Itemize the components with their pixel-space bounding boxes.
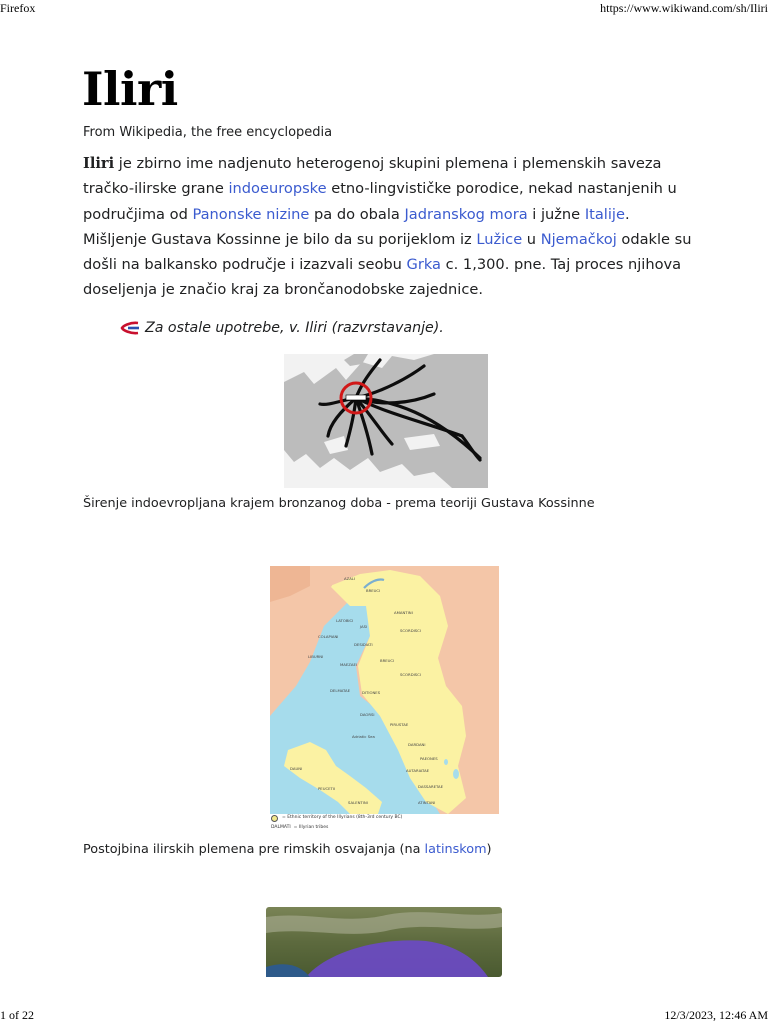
link-panonske-nizine[interactable]: Panonske nizine bbox=[192, 205, 310, 223]
link-njemackoj[interactable]: Njemačkoj bbox=[540, 230, 617, 248]
svg-text:AZALI: AZALI bbox=[344, 576, 356, 581]
legend-key: DALMATI bbox=[271, 825, 291, 830]
svg-text:DARDANI: DARDANI bbox=[408, 742, 426, 747]
svg-text:AMANTINI: AMANTINI bbox=[394, 610, 413, 615]
link-indoeuropske[interactable]: indoeuropske bbox=[228, 180, 327, 198]
map-legend bbox=[271, 813, 402, 833]
lead-text: je zbirno ime nadjenuto heterogenoj skupini plemena i plemenskih saveza tračko-ilirske grane bbox=[83, 155, 662, 198]
print-datetime: 12/3/2023, 12:46 AM bbox=[664, 1008, 768, 1022]
lead-bold-term: Iliri bbox=[83, 155, 115, 172]
page-subtitle: From Wikipedia, the free encyclopedia bbox=[83, 125, 333, 140]
link-luzice[interactable]: Lužice bbox=[476, 230, 523, 248]
svg-text:BREUCI: BREUCI bbox=[380, 658, 395, 663]
lead-text: odakle su došli na balkansko područje i izazvali seobu bbox=[83, 230, 692, 274]
disambiguation-arrow-icon bbox=[120, 321, 140, 335]
indoeuropean-expansion-map[interactable] bbox=[284, 354, 488, 488]
relief-map[interactable] bbox=[266, 907, 502, 977]
link-latinskom[interactable]: latinskom bbox=[424, 842, 487, 857]
page-url[interactable]: https://www.wikiwand.com/sh/Iliri bbox=[600, 1, 768, 15]
lead-text: pa do obala bbox=[309, 205, 405, 223]
svg-text:DAUNI: DAUNI bbox=[290, 766, 303, 771]
svg-text:Adriatic Sea: Adriatic Sea bbox=[352, 734, 375, 739]
svg-text:AUTARIATAE: AUTARIATAE bbox=[406, 768, 430, 773]
legend-text: = Illyrian tribes bbox=[293, 825, 329, 830]
svg-text:SCORDISCI: SCORDISCI bbox=[400, 628, 421, 633]
caption-text: ) bbox=[486, 842, 492, 857]
legend-text: = Ethnic territory of the Illyrians (8th-3rd century BC) bbox=[282, 815, 403, 820]
figure-caption: Širenje indoevropljana krajem bronzanog doba - prema teoriji Gustava Kossinne bbox=[83, 496, 595, 511]
lead-text: c. 1,300. pne. Taj proces njihova doseljenja je značio kraj za brončanodobske zajednice. bbox=[83, 256, 682, 299]
hatnote[interactable] bbox=[120, 320, 444, 336]
svg-text:LATOBICI: LATOBICI bbox=[336, 618, 354, 623]
browser-name: Firefox bbox=[0, 1, 36, 15]
svg-text:LIBURNI: LIBURNI bbox=[308, 654, 324, 659]
caption-text: Postojbina ilirskih plemena pre rimskih osvajanja (na bbox=[83, 842, 425, 857]
lead-text: u bbox=[522, 230, 541, 248]
svg-text:DESIDIATI: DESIDIATI bbox=[354, 642, 373, 647]
hatnote-text: Za ostale upotrebe, v. Iliri (razvrstavanje). bbox=[145, 320, 444, 336]
legend-item bbox=[271, 823, 402, 833]
legend-swatch bbox=[271, 815, 278, 822]
link-grka[interactable]: Grka bbox=[406, 256, 441, 274]
lead-text: etno-lingvističke porodice, nekad nastanjenih u područjima od bbox=[83, 180, 677, 223]
lead-text: . Mišljenje Gustava Kossinne je bilo da su porijeklom iz bbox=[83, 205, 630, 248]
figure-caption bbox=[83, 842, 492, 857]
svg-text:DAORSI: DAORSI bbox=[360, 712, 375, 717]
svg-text:ATINTANI: ATINTANI bbox=[418, 800, 436, 805]
svg-text:DASSARETAE: DASSARETAE bbox=[418, 784, 444, 789]
lead-text: i južne bbox=[527, 205, 585, 223]
svg-text:PIRUSTAE: PIRUSTAE bbox=[390, 722, 409, 727]
page-title: Iliri bbox=[82, 62, 178, 116]
svg-text:SCORDISCI: SCORDISCI bbox=[400, 672, 421, 677]
illyrian-tribes-map[interactable] bbox=[270, 566, 499, 814]
svg-text:SALENTINI: SALENTINI bbox=[348, 800, 368, 805]
legend-item bbox=[271, 813, 402, 823]
svg-text:COLAPIANI: COLAPIANI bbox=[318, 634, 339, 639]
svg-text:DITIONES: DITIONES bbox=[362, 690, 381, 695]
svg-text:PAEONES: PAEONES bbox=[420, 756, 438, 761]
svg-text:DELMATAE: DELMATAE bbox=[330, 688, 351, 693]
link-italije[interactable]: Italije bbox=[584, 205, 625, 223]
lead-paragraph bbox=[83, 151, 693, 303]
svg-text:JASI: JASI bbox=[360, 624, 368, 629]
link-jadranskog-mora[interactable]: Jadranskog mora bbox=[404, 205, 528, 223]
svg-text:BREUCI: BREUCI bbox=[366, 588, 381, 593]
svg-text:PEUCETII: PEUCETII bbox=[318, 786, 336, 791]
svg-text:MAEZAEI: MAEZAEI bbox=[340, 662, 357, 667]
page-counter: 1 of 22 bbox=[0, 1008, 34, 1022]
